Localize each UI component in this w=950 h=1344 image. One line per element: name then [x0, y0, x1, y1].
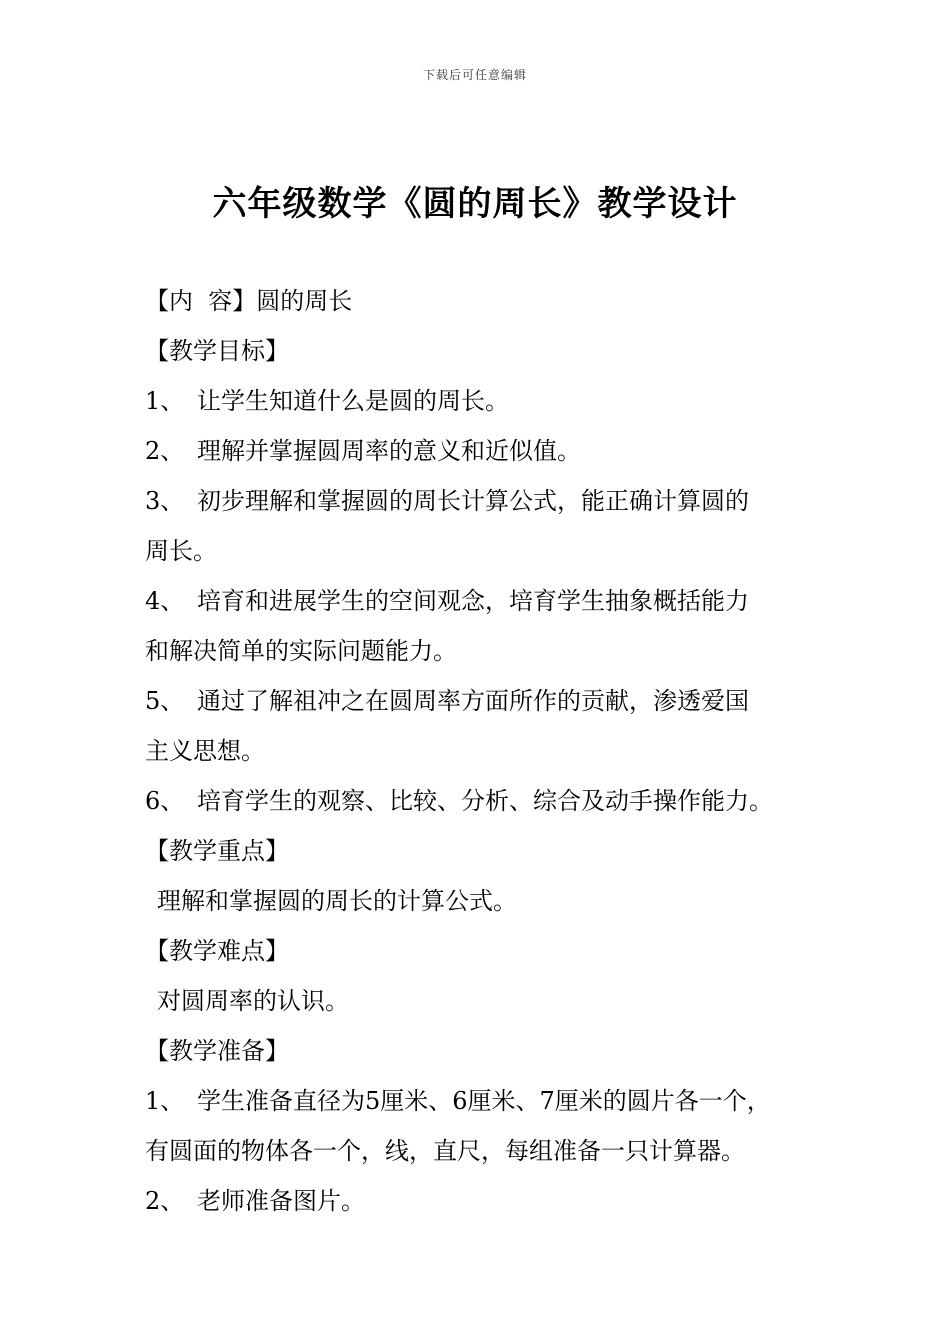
goal-item-5 — [145, 676, 835, 726]
goal-number: 5、 — [145, 687, 185, 715]
goals-heading: 【教学目标】 — [145, 337, 289, 365]
goal-number: 3、 — [145, 487, 185, 515]
document-body — [145, 276, 835, 1226]
goal-number: 2、 — [145, 437, 185, 465]
goal-text: 培育和进展学生的空间观念，培育学生抽象概括能力 — [197, 587, 749, 615]
document-title: 六年级数学《圆的周长》教学设计 — [212, 184, 738, 224]
goal-item-3-continued: 周长。 — [145, 537, 217, 565]
goal-item-5-continued: 主义思想。 — [145, 737, 265, 765]
goal-number: 6、 — [145, 787, 185, 815]
goal-text: 让学生知道什么是圆的周长。 — [197, 387, 509, 415]
key-point-text: 理解和掌握圆的周长的计算公式。 — [157, 887, 517, 915]
goal-item-6 — [145, 776, 835, 826]
prep-item-1 — [145, 1076, 835, 1126]
goal-item-2 — [145, 426, 835, 476]
content-line: 【内 容】圆的周长 — [145, 287, 353, 315]
goal-item-1 — [145, 376, 835, 426]
prep-item-2 — [145, 1176, 835, 1226]
prep-item-1-continued: 有圆面的物体各一个，线，直尺，每组准备一只计算器。 — [145, 1137, 745, 1165]
goal-text: 初步理解和掌握圆的周长计算公式，能正确计算圆的 — [197, 487, 749, 515]
preparation-heading: 【教学准备】 — [145, 1037, 289, 1065]
prep-text: 老师准备图片。 — [197, 1187, 365, 1215]
difficult-point-text: 对圆周率的认识。 — [157, 987, 349, 1015]
key-point-heading: 【教学重点】 — [145, 837, 289, 865]
goal-number: 4、 — [145, 587, 185, 615]
goal-text: 通过了解祖冲之在圆周率方面所作的贡献，渗透爱国 — [197, 687, 749, 715]
prep-number: 2、 — [145, 1187, 185, 1215]
goal-item-4 — [145, 576, 835, 626]
difficult-point-heading: 【教学难点】 — [145, 937, 289, 965]
goal-item-4-continued: 和解决简单的实际问题能力。 — [145, 637, 457, 665]
prep-number: 1、 — [145, 1087, 185, 1115]
goal-text: 理解并掌握圆周率的意义和近似值。 — [197, 437, 581, 465]
goal-number: 1、 — [145, 387, 185, 415]
prep-text: 学生准备直径为5厘米、6厘米、7厘米的圆片各一个， — [197, 1087, 771, 1115]
header-note: 下载后可任意编辑 — [422, 68, 527, 82]
goal-item-3 — [145, 476, 835, 526]
goal-text: 培育学生的观察、比较、分析、综合及动手操作能力。 — [197, 787, 773, 815]
